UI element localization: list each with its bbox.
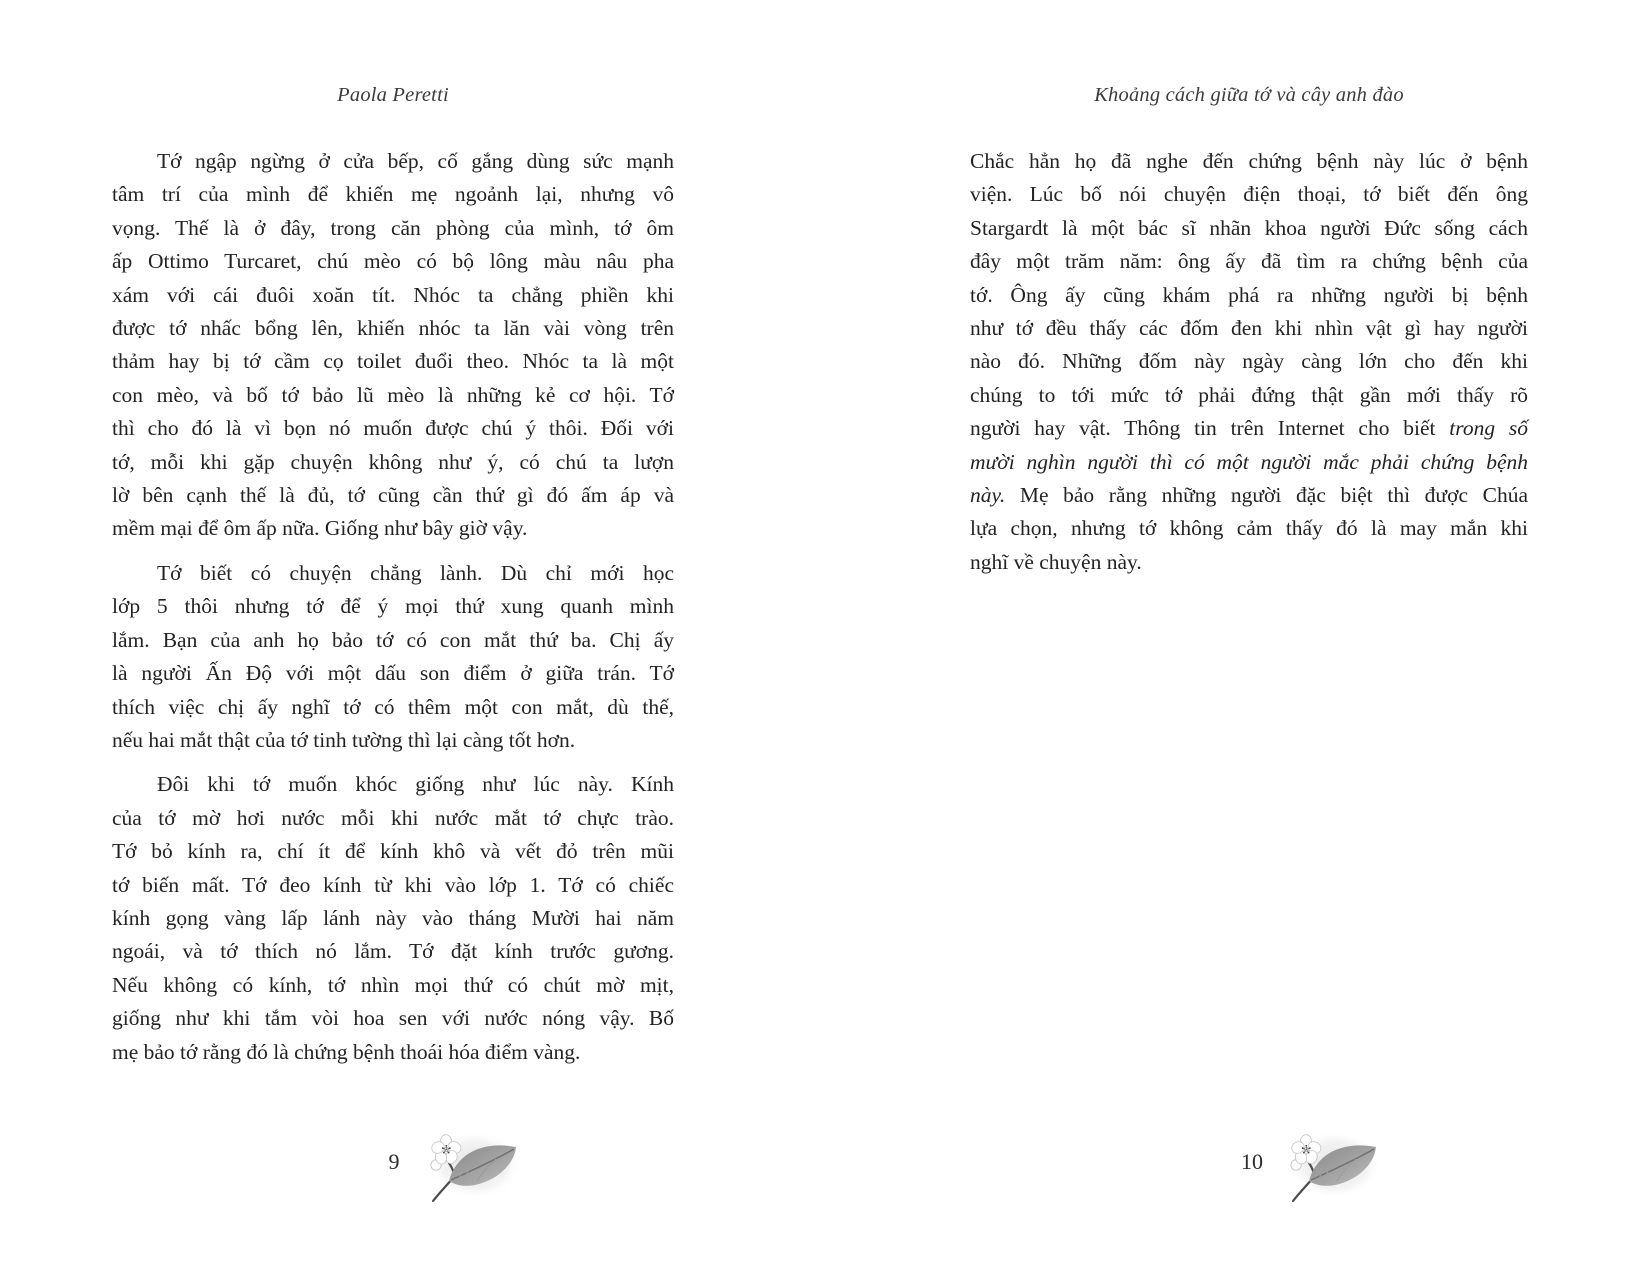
paragraph xyxy=(112,768,674,1069)
text-line: kính gọng vàng lấp lánh này vào tháng Mười hai năm xyxy=(112,905,674,930)
text-line: mềm mại để ôm ấp nữa. Giống như bây giờ vậy. xyxy=(112,516,528,541)
text-line: xám với cái đuôi xoăn tít. Nhóc ta chẳng phiền khi xyxy=(112,282,674,307)
text-line: lắm. Bạn của anh họ bảo tớ có con mắt thứ ba. Chị ấy xyxy=(112,627,674,652)
text-line: được tớ nhấc bổng lên, khiến nhóc ta lăn vài vòng trên xyxy=(112,316,674,341)
text-line: ngoái, và tớ thích nó lắm. Tớ đặt kính trước gương. xyxy=(112,939,674,964)
text-line: đây một trăm năm: ông ấy đã tìm ra chứng bệnh của xyxy=(970,249,1528,274)
text-line: nào đó. Những đốm này ngày càng lớn cho đến khi xyxy=(970,349,1528,374)
text-line: thì cho đó là vì bọn nó muốn được chú ý thôi. Đối với xyxy=(112,416,674,441)
text-line: chúng to tới mức tớ phải đứng thật gần mới thấy rõ xyxy=(970,382,1528,407)
text-line: tớ biến mất. Tớ đeo kính từ khi vào lớp 1. Tớ có chiếc xyxy=(112,872,674,897)
text-line: Tớ biết có chuyện chẳng lành. Dù chỉ mới học xyxy=(157,560,674,585)
text-line: lựa chọn, nhưng tớ không cảm thấy đó là may mắn khi xyxy=(970,516,1528,541)
text-column-left xyxy=(112,145,674,1069)
text-line: con mèo, và bố tớ bảo lũ mèo là những kẻ cơ hội. Tớ xyxy=(112,382,674,407)
text-line: tâm trí của mình để khiến mẹ ngoảnh lại, nhưng vô xyxy=(112,182,674,207)
text-line: này. Mẹ bảo rằng những người đặc biệt thì được Chúa xyxy=(970,483,1528,508)
text-line: ấp Ottimo Turcaret, chú mèo có bộ lông màu nâu pha xyxy=(112,249,674,274)
text-line: người hay vật. Thông tin trên Internet cho biết trong số xyxy=(970,416,1528,441)
text-column-right xyxy=(970,145,1528,579)
text-line: thích việc chị ấy nghĩ tớ có thêm một con mắt, dù thế, xyxy=(112,694,674,719)
text-line: tớ. Ông ấy cũng khám phá ra những người bị bệnh xyxy=(970,282,1528,307)
paragraph xyxy=(112,145,674,546)
leaf-flower-ornament-icon xyxy=(1279,1119,1384,1207)
text-line: của tớ mờ hơi nước mỗi khi nước mắt tớ chực trào. xyxy=(112,805,674,830)
running-header-book-title: Khoảng cách giữa tớ và cây anh đào xyxy=(1094,84,1404,106)
page-number-right: 10 xyxy=(1241,1149,1263,1174)
text-line: nếu hai mắt thật của tớ tinh tường thì lại càng tốt hơn. xyxy=(112,727,576,752)
text-line: như tớ đều thấy các đốm đen khi nhìn vật gì hay người xyxy=(970,316,1528,341)
paragraph xyxy=(970,145,1528,579)
text-line: thảm hay bị tớ cầm cọ toilet đuổi theo. Nhóc ta là một xyxy=(112,349,674,374)
text-line: lớp 5 thôi nhưng tớ để ý mọi thứ xung quanh mình xyxy=(112,594,674,619)
text-line: mẹ bảo tớ rằng đó là chứng bệnh thoái hóa điểm vàng. xyxy=(112,1039,581,1064)
text-line: nghĩ về chuyện này. xyxy=(970,549,1142,574)
text-line: Tớ ngập ngừng ở cửa bếp, cố gắng dùng sức mạnh xyxy=(157,149,674,173)
text-line: Chắc hẳn họ đã nghe đến chứng bệnh này lúc ở bệnh xyxy=(970,149,1528,173)
text-line: giống như khi tắm vòi hoa sen với nước nóng vậy. Bố xyxy=(112,1006,674,1031)
text-line: là người Ấn Độ với một dấu son điểm ở giữa trán. Tớ xyxy=(112,661,674,686)
running-header-author: Paola Peretti xyxy=(337,84,449,106)
leaf-flower-ornament-icon xyxy=(419,1119,524,1207)
text-line: vọng. Thế là ở đây, trong căn phòng của mình, tớ ôm xyxy=(112,215,674,240)
text-line: tớ, mỗi khi gặp chuyện không như ý, có chú ta lượn xyxy=(112,449,674,474)
paragraph xyxy=(112,557,674,757)
page-number-left: 9 xyxy=(388,1149,400,1174)
text-line: Đôi khi tớ muốn khóc giống như lúc này. Kính xyxy=(157,772,674,797)
text-line: mười nghìn người thì có một người mắc phải chứng bệnh xyxy=(970,449,1528,474)
text-line: Nếu không có kính, tớ nhìn mọi thứ có chút mờ mịt, xyxy=(112,972,674,997)
text-line: Tớ bỏ kính ra, chí ít để kính khô và vết đỏ trên mũi xyxy=(112,839,674,864)
text-line: Stargardt là một bác sĩ nhãn khoa người Đức sống cách xyxy=(970,215,1528,240)
text-line: lờ bên cạnh thế là đủ, tớ cũng cần thứ gì đó ấm áp và xyxy=(112,483,674,508)
text-line: viện. Lúc bố nói chuyện điện thoại, tớ biết đến ông xyxy=(970,182,1528,207)
